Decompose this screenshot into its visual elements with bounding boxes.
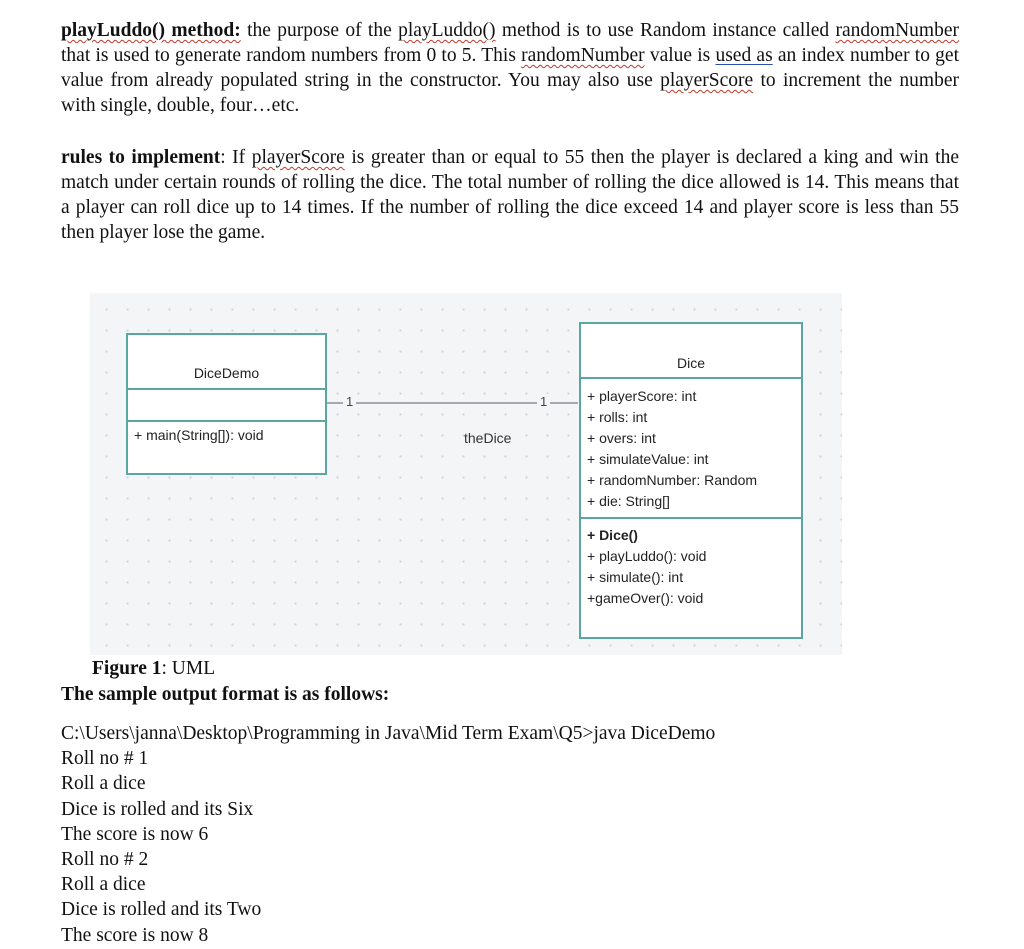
text-run: is greater than or equal to 55 then the player is declared a king and win the match under certain rounds of rolling the dice. The total number of rolling the dice allowed is 14. This means that a player can roll dice up to 14 times. If the number of rolling the dice exceed 14 and player score is less than 55 then player lose the game. [61, 147, 960, 243]
text-run: the purpose of the [240, 20, 399, 41]
dice-attributes-section [581, 379, 801, 519]
code-term: randomNumber [521, 45, 645, 66]
attribute-line: + die: String[] [587, 493, 670, 509]
method-line: + playLuddo(): void [587, 548, 707, 564]
dicedemo-class-box [126, 333, 327, 475]
text-run: an index number to get value from already populated string in the constructor. You may also use [61, 45, 959, 91]
uml-diagram [90, 293, 842, 655]
output-line: Roll a dice [61, 874, 146, 896]
text-run: method is to use Random instance called [495, 20, 836, 41]
text-run: that is used to generate random numbers from 0 to 5. This [61, 45, 522, 66]
attribute-line: + rolls: int [587, 409, 648, 425]
text-run: to increment the number with single, double, four…etc. [61, 70, 959, 116]
code-term: playerScore [251, 147, 345, 168]
dice-class-box [579, 322, 803, 639]
method-name: playLuddo() method: [61, 20, 241, 41]
code-term: randomNumber [835, 20, 959, 41]
dice-class-name: Dice [581, 324, 801, 379]
dicedemo-attributes-section [128, 390, 325, 422]
attribute-line: + playerScore: int [587, 388, 697, 404]
method-line: + Dice() [587, 527, 638, 543]
output-line: C:\Users\janna\Desktop\Programming in Java\Mid Term Exam\Q5>java DiceDemo [61, 723, 716, 744]
right-multiplicity: 1 [537, 394, 550, 409]
output-line: Roll no # 1 [61, 748, 149, 770]
attribute-line: + randomNumber: Random [587, 472, 758, 488]
output-line: The score is now 6 [61, 823, 209, 845]
code-term: playerScore [660, 70, 754, 91]
association-role-label: theDice [464, 430, 512, 446]
figure-caption [92, 658, 215, 680]
method-line: + main(String[]): void [134, 427, 264, 443]
method-line: +gameOver(): void [587, 590, 704, 606]
figure-caption-text: : UML [161, 658, 216, 679]
sample-output-block [61, 721, 715, 948]
dicedemo-class-name: DiceDemo [128, 335, 325, 390]
dicedemo-methods-section [128, 422, 325, 473]
method-line: + simulate(): int [587, 569, 684, 585]
output-line: Dice is rolled and its Six [61, 798, 254, 820]
figure-label: Figure 1 [92, 658, 162, 679]
attribute-line: + overs: int [587, 430, 656, 446]
output-line: Dice is rolled and its Two [61, 899, 262, 921]
text-run: value is [644, 45, 716, 66]
attribute-line: + simulateValue: int [587, 451, 709, 467]
output-line: The score is now 8 [61, 924, 209, 946]
rules-paragraph [61, 145, 959, 245]
method-description-paragraph [61, 18, 959, 118]
text-run: : If [220, 147, 252, 168]
output-line: Roll no # 2 [61, 849, 149, 871]
underlined-term: used as [715, 45, 773, 66]
output-line: Roll a dice [61, 773, 146, 795]
code-term: playLuddo() [398, 20, 496, 41]
left-multiplicity: 1 [343, 394, 356, 409]
rules-label: rules to implement [61, 147, 221, 168]
sample-output-heading: The sample output format is as follows: [61, 684, 390, 705]
dice-methods-section [581, 519, 801, 633]
